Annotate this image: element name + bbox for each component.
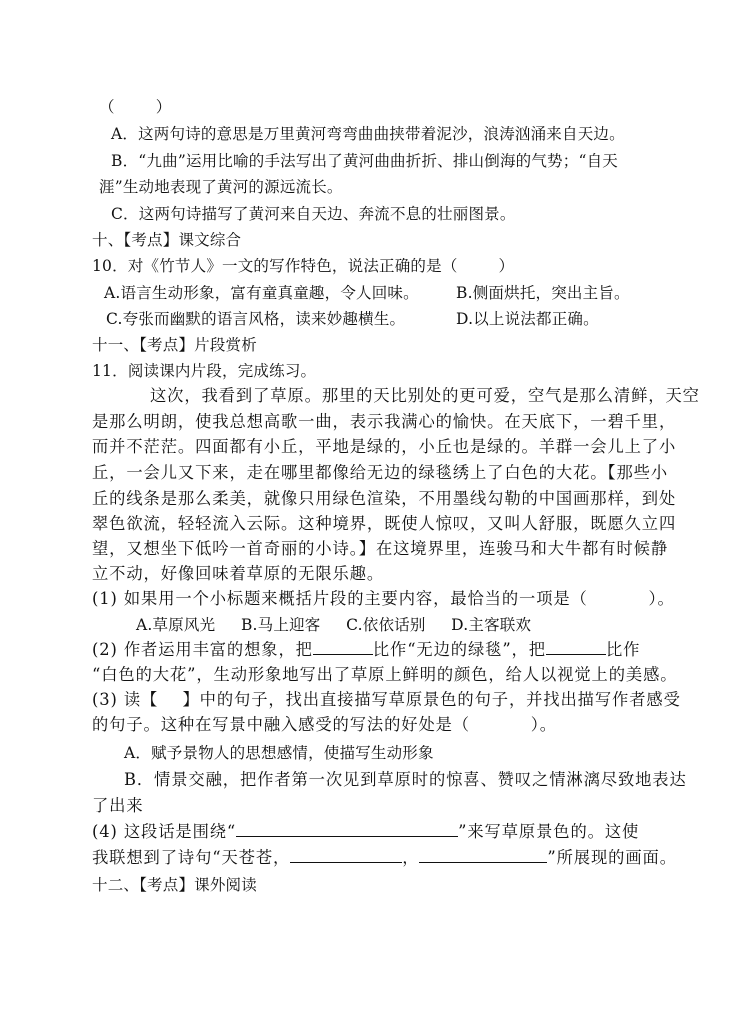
fill-blank[interactable] — [236, 822, 458, 837]
q9-option-c: C．这两句诗描写了黄河来自天边、奔流不息的壮丽图景。 — [111, 205, 516, 223]
passage-line-5: 丘的线条是那么柔美，就像只用绿色渲染，不用墨线勾勒的中国画那样，到处 — [92, 489, 677, 508]
q9-option-b-line1: B．“九曲”运用比喻的手法写出了黄河曲曲折折、排山倒海的气势；“自天 — [111, 152, 618, 170]
passage-line-2: 是那么明朗，使我总想高歌一曲，表示我满心的愉快。在天底下，一碧千里， — [92, 412, 677, 431]
passage-line-4: 丘，一会儿又下来，走在哪里都像给无边的绿毯绣上了白色的大花。【那些小 — [92, 463, 669, 482]
q9-answer-paren: （ ） — [99, 98, 172, 116]
passage-line-3: 而并不茫茫。四面都有小丘，平地是绿的，小丘也是绿的。羊群一会儿上了小 — [92, 437, 677, 456]
passage-line-6: 翠色欲流，轻轻流入云际。这种境界，既使人惊叹，又叫人舒服，既愿久立四 — [92, 514, 677, 533]
sub-q3-line2: 的句子。这种在写景中融入感受的写法的好处是（ ）。 — [92, 715, 557, 734]
sub-q1-stem: (1) 如果用一个小标题来概括片段的主要内容，最恰当的一项是（ ）。 — [92, 589, 675, 608]
q11-stem: 11．阅读课内片段，完成练习。 — [92, 362, 317, 380]
q9-option-b-line2: 涯”生动地表现了黄河的源远流长。 — [99, 178, 343, 196]
fill-blank[interactable] — [419, 848, 547, 863]
q10-stem: 10．对《竹节人》一文的写作特色，说法正确的是（ ） — [92, 257, 515, 275]
passage-line-8: 立不动，好像回味着草原的无限乐趣。 — [92, 564, 385, 583]
q10-option-c: C.夸张而幽默的语言风格，读来妙趣横生。 — [106, 310, 406, 328]
sub-q3-line1: (3) 读【 】中的句子，找出直接描写草原景色的句子，并找出描写作者感受 — [92, 690, 681, 709]
passage-line-1: 这次，我看到了草原。那里的天比别处的更可爱，空气是那么清鲜，天空 — [150, 386, 700, 405]
sub-q2-line2: “白色的大花”，生动形象地写出了草原上鲜明的颜色，给人以视觉上的美感。 — [92, 665, 678, 684]
q10-option-a: A.语言生动形象，富有童真童趣，令人回味。 — [104, 284, 419, 302]
fill-blank[interactable] — [313, 640, 373, 655]
sub-q4-line2: 我联想到了诗句“天苍苍， ， ”所展现的画面。 — [92, 848, 677, 867]
section-11-heading: 十一、【考点】片段赏析 — [92, 336, 257, 354]
fill-blank[interactable] — [290, 848, 402, 863]
q9-option-a: A．这两句诗的意思是万里黄河弯弯曲曲挟带着泥沙，浪涛汹涌来自天边。 — [111, 125, 625, 143]
q10-option-d: D.以上说法都正确。 — [456, 310, 599, 328]
sub-q2-line1: (2) 作者运用丰富的想象，把 比作“无边的绿毯”，把 比作 — [92, 640, 641, 659]
section-12-heading: 十二、【考点】课外阅读 — [92, 876, 257, 894]
sub-q4-line1: (4) 这段话是围绕“ ”来写草原景色的。这使 — [92, 822, 640, 841]
q10-option-b: B.侧面烘托，突出主旨。 — [456, 284, 630, 302]
sub-q1-options: A.草原风光 B.马上迎客 C.依依话别 D.主客联欢 — [136, 616, 532, 634]
passage-line-7: 望，又想坐下低吟一首奇丽的小诗。】在这境界里，连骏马和大牛都有时候静 — [92, 539, 669, 558]
sub-q3-option-b-line1: B．情景交融，把作者第一次见到草原时的惊喜、赞叹之情淋漓尽致地表达 — [124, 770, 687, 789]
fill-blank[interactable] — [546, 640, 606, 655]
sub-q3-option-b-line2: 了出来 — [92, 796, 144, 815]
section-10-heading: 十、【考点】课文综合 — [92, 231, 242, 249]
sub-q3-option-a: A．赋予景物人的思想感情，使描写生动形象 — [124, 744, 434, 762]
